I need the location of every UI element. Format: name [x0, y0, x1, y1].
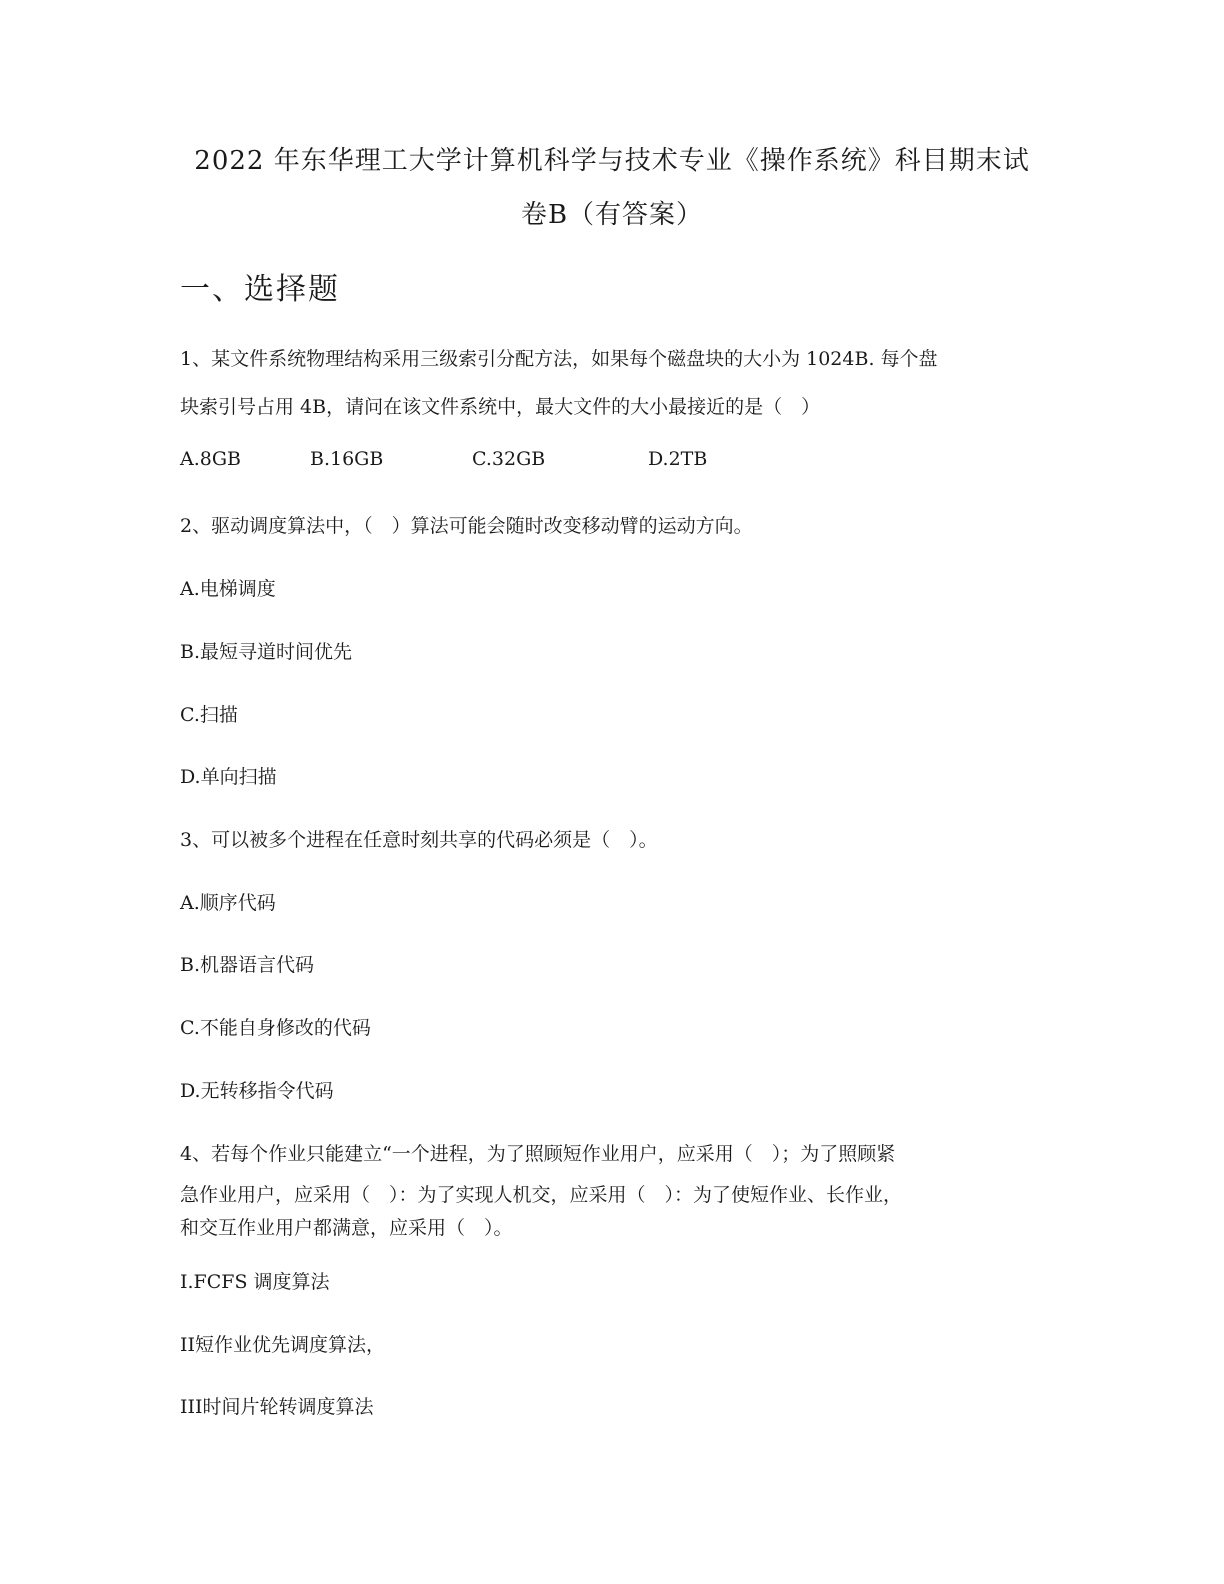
q1-option-b: B.16GB	[310, 448, 384, 470]
exam-title-line-2: 卷B（有答案）	[520, 200, 704, 230]
q3-option-c: C.不能自身修改的代码	[180, 1017, 371, 1039]
section-heading-choice: 一、选择题	[180, 272, 340, 307]
q1-option-a: A.8GB	[180, 448, 241, 470]
q1-text-line-2: 块索引号占用 4B，请问在该文件系统中，最大文件的大小最接近的是（ ）	[180, 396, 821, 418]
q2-option-b: B.最短寻道时间优先	[180, 641, 353, 663]
q1-option-c: C.32GB	[472, 448, 546, 470]
q3-text: 3、可以被多个进程在任意时刻共享的代码必须是（ ）。	[180, 829, 658, 851]
q3-option-b: B.机器语言代码	[180, 954, 315, 976]
q3-option-d: D.无转移指令代码	[180, 1080, 334, 1102]
q2-option-a: A.电梯调度	[180, 578, 276, 600]
q4-item-2: II短作业优先调度算法，	[180, 1334, 386, 1356]
q1-text-line-1: 1、某文件系统物理结构采用三级索引分配方法，如果每个磁盘块的大小为 1024B. 每个盘	[180, 348, 938, 370]
q1-option-d: D.2TB	[648, 448, 708, 470]
q4-text-line-3: 和交互作业用户都满意，应采用（ ）。	[180, 1217, 513, 1239]
q4-text-line-2: 急作业用户，应采用（ ）：为了实现人机交，应采用（ ）：为了使短作业、长作业，	[180, 1184, 903, 1206]
q2-text: 2、驱动调度算法中，（ ）算法可能会随时改变移动臂的运动方向。	[180, 515, 753, 537]
q4-text-line-1: 4、若每个作业只能建立“一个进程，为了照顾短作业用户，应采用（ ）；为了照顾紧	[180, 1143, 896, 1165]
q3-option-a: A.顺序代码	[180, 892, 276, 914]
q2-option-c: C.扫描	[180, 704, 238, 726]
q4-item-3: III时间片轮转调度算法	[180, 1396, 374, 1418]
q2-option-d: D.单向扫描	[180, 766, 277, 788]
exam-title-line-1: 2022 年东华理工大学计算机科学与技术专业《操作系统》科目期末试	[194, 146, 1030, 176]
q4-item-1: I.FCFS 调度算法	[180, 1271, 330, 1293]
